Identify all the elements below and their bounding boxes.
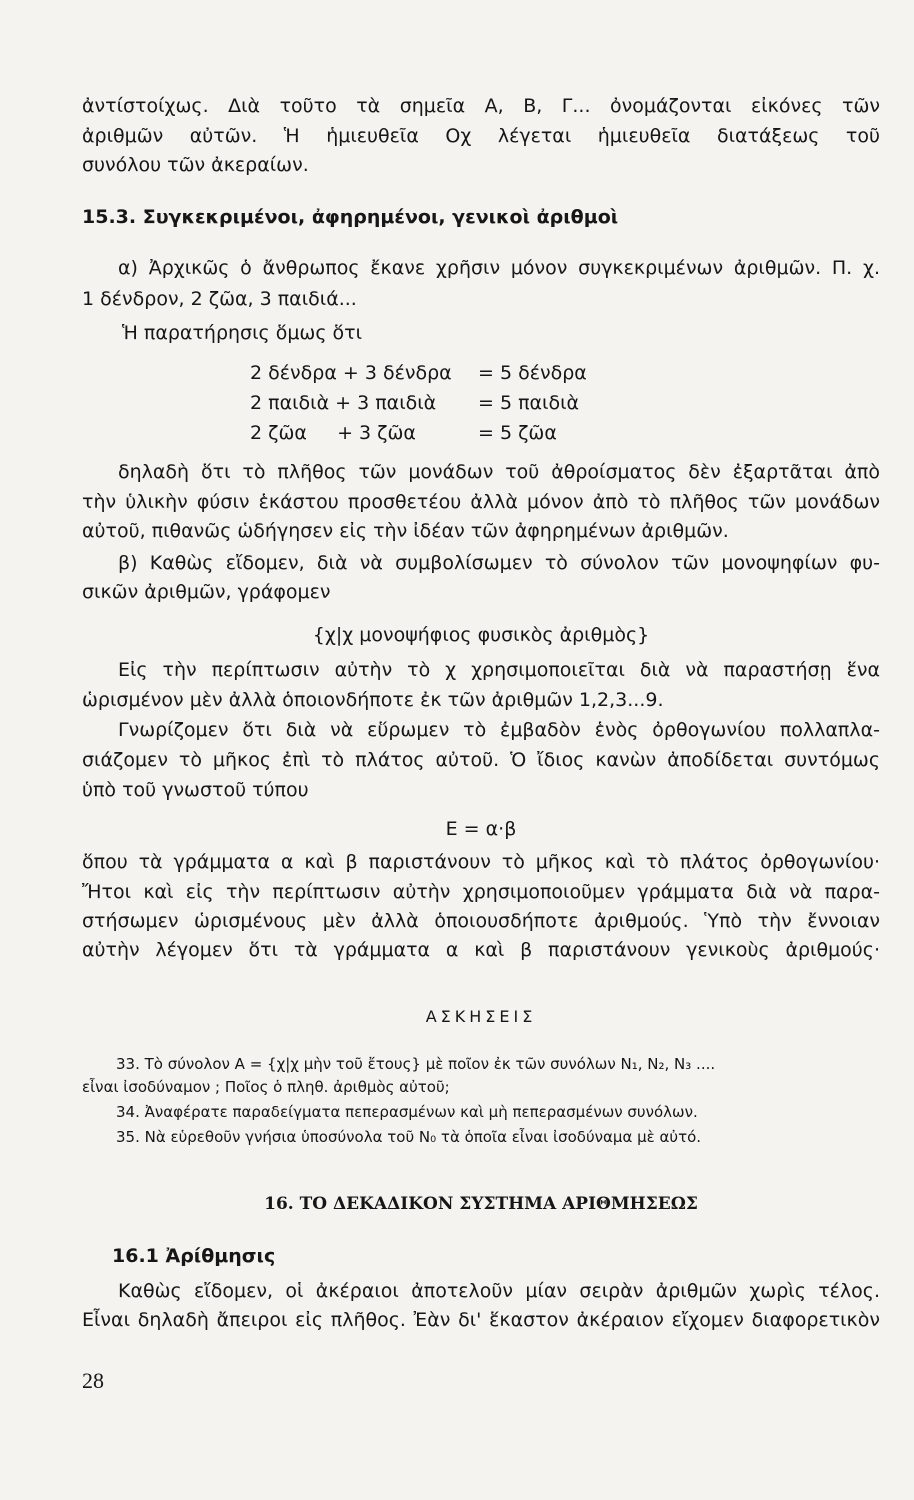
text-line: Εἶναι δηλαδὴ ἄπειροι εἰς πλῆθος. Ἐὰν δι' ἕκαστον ἀκέραιον εἴχομεν διαφορετικὸν (82, 1309, 880, 1331)
text-line: 1 δένδρον, 2 ζῶα, 3 παιδιά... (82, 288, 357, 310)
text-line: σικῶν ἀριθμῶν, γράφομεν (82, 581, 331, 603)
text-line: συνόλου τῶν ἀκεραίων. (82, 154, 309, 176)
text-line: στήσωμεν ὡρισμένους μὲν ἀλλὰ ὁποιουσδήποτε ἀριθμούς. Ὑπὸ τὴν ἔννοιαν (82, 910, 880, 932)
text-line: αὐτὴν λέγομεν ὅτι τὰ γράμματα α καὶ β παριστάνουν γενικοὺς ἀριθμούς· (82, 939, 880, 961)
section-heading: 15.3. Συγκεκριμένοι, ἀφηρημένοι, γενικοὶ ἀριθμοὶ (82, 206, 619, 228)
text-line: Εἰς τὴν περίπτωσιν αὐτὴν τὸ χ χρησιμοποιεῖται διὰ νὰ παραστήσῃ ἕνα (118, 659, 880, 681)
equation-rhs: = 5 δένδρα (478, 362, 587, 384)
equation-lhs: 2 ζῶα + 3 ζῶα (250, 422, 416, 444)
formula: Ε = α·β (445, 818, 517, 840)
text-line: Ἡ παρατήρησις ὅμως ὅτι (122, 322, 363, 344)
exercise-item: εἶναι ἰσοδύναμον ; Ποῖος ὁ πληθ. ἀριθμὸς αὐτοῦ; (82, 1078, 450, 1096)
text-line: αὐτοῦ, πιθανῶς ὡδήγησεν εἰς τὴν ἰδέαν τῶν ἀφηρημένων ἀριθμῶν. (82, 520, 729, 542)
text-line: ὑπὸ τοῦ γνωστοῦ τύπου (82, 779, 309, 801)
text-line: β) Καθὼς εἴδομεν, διὰ νὰ συμβολίσωμεν τὸ σύνολον τῶν μονοψηφίων φυ- (118, 552, 880, 574)
equation-lhs: 2 παιδιὰ + 3 παιδιὰ (250, 392, 437, 414)
exercise-item: 35. Νὰ εὑρεθοῦν γνήσια ὑποσύνολα τοῦ Ν₀ τὰ ὁποῖα εἶναι ἰσοδύναμα μὲ αὐτό. (116, 1128, 702, 1146)
section-heading: 16.1 Ἀρίθμησις (112, 1245, 276, 1267)
exercise-item: 34. Ἀναφέρατε παραδείγματα πεπερασμένων καὶ μὴ πεπερασμένων συνόλων. (116, 1103, 698, 1121)
equation-lhs: 2 δένδρα + 3 δένδρα (250, 362, 452, 384)
text-line: Ἤτοι καὶ εἰς τὴν περίπτωσιν αὐτὴν χρησιμοποιοῦμεν γράμματα διὰ νὰ παρα- (82, 881, 880, 903)
text-line: α) Ἀρχικῶς ὁ ἄνθρωπος ἔκανε χρῆσιν μόνον συγκεκριμένων ἀριθμῶν. Π. χ. (118, 257, 880, 279)
text-line: ἀριθμῶν αὐτῶν. Ἡ ἡμιευθεῖα Οχ λέγεται ἡμιευθεῖα διατάξεως τοῦ (82, 125, 880, 147)
exercise-item: 33. Τὸ σύνολον Α = {χ|χ μὴν τοῦ ἔτους} μὲ ποῖον ἐκ τῶν συνόλων Ν₁, Ν₂, Ν₃ .... (116, 1055, 716, 1073)
exercises-title: ΑΣΚΗΣΕΙΣ (425, 1007, 537, 1026)
set-notation: {χ|χ μονοψήφιος φυσικὸς ἀριθμὸς} (312, 624, 650, 646)
equation-rhs: = 5 ζῶα (478, 422, 557, 444)
text-line: σιάζομεν τὸ μῆκος ἐπὶ τὸ πλάτος αὐτοῦ. Ὁ ἴδιος κανὼν ἀποδίδεται συντόμως (82, 749, 880, 771)
text-line: Καθὼς εἴδομεν, οἱ ἀκέραιοι ἀποτελοῦν μίαν σειρὰν ἀριθμῶν χωρὶς τέλος. (118, 1280, 880, 1302)
text-line: ἀντίστοίχως. Διὰ τοῦτο τὰ σημεῖα Α, Β, Γ... ὀνομάζονται εἰκόνες τῶν (82, 95, 880, 117)
chapter-title: 16. ΤΟ ΔΕΚΑΔΙΚΟΝ ΣΥΣΤΗΜΑ ΑΡΙΘΜΗΣΕΩΣ (264, 1194, 698, 1214)
equation-rhs: = 5 παιδιὰ (478, 392, 580, 414)
text-line: ὡρισμένον μὲν ἀλλὰ ὁποιονδήποτε ἐκ τῶν ἀριθμῶν 1,2,3...9. (82, 689, 664, 711)
text-line: τὴν ὑλικὴν φύσιν ἑκάστου προσθετέου ἀλλὰ μόνον ἀπὸ τὸ πλῆθος τῶν μονάδων (82, 491, 880, 513)
page-number: 28 (82, 1368, 104, 1393)
text-line: Γνωρίζομεν ὅτι διὰ νὰ εὕρωμεν τὸ ἐμβαδὸν ἑνὸς ὀρθογωνίου πολλαπλα- (118, 719, 880, 741)
text-line: ὅπου τὰ γράμματα α καὶ β παριστάνουν τὸ μῆκος καὶ τὸ πλάτος ὀρθογωνίου· (82, 851, 880, 873)
text-line: δηλαδὴ ὅτι τὸ πλῆθος τῶν μονάδων τοῦ ἀθροίσματος δὲν ἐξαρτᾶται ἀπὸ (118, 461, 880, 483)
